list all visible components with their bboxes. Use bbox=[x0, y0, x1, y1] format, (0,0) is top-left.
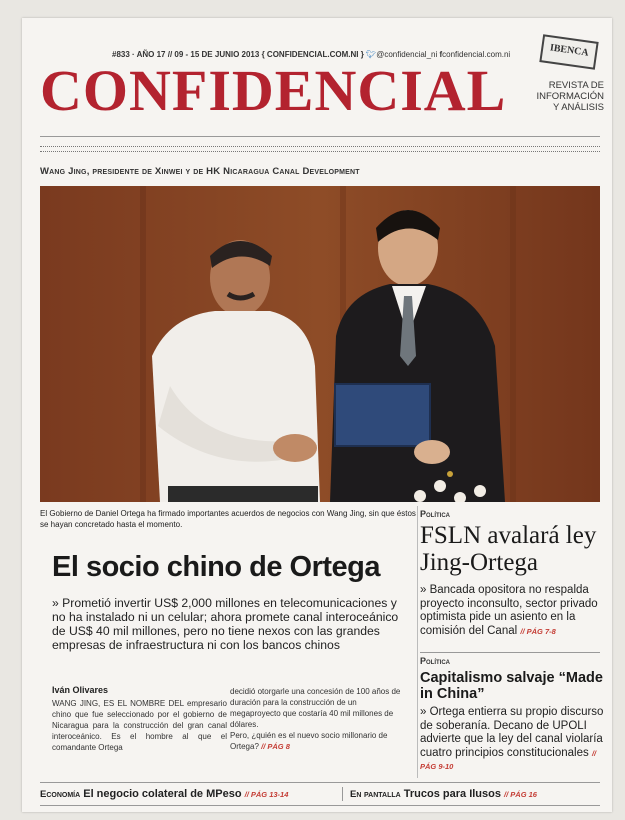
brand-logo: CONFIDENCIAL bbox=[40, 58, 507, 123]
column-2-text: decidió otorgarle una concesión de 100 años de duración para la construcción de un megaproyecto que costaría 40 mil millones de dólares. bbox=[230, 687, 401, 729]
footer-divider bbox=[342, 787, 343, 801]
masthead-rule bbox=[40, 136, 600, 137]
photo-caption: El Gobierno de Daniel Ortega ha firmado importantes acuerdos de negocios con Wang Jing, sin que éstos se hayan concretado hasta el momento. bbox=[40, 509, 416, 529]
facebook-page[interactable]: confidencial.com.ni bbox=[442, 50, 511, 59]
twitter-icon: 🐦︎ bbox=[366, 50, 377, 59]
column-2-question: Pero, ¿quién es el nuevo socio millonario de Ortega? bbox=[230, 731, 388, 751]
tagline: REVISTA DE INFORMACIÓN Y ANÁLISIS bbox=[536, 80, 604, 113]
page-ref-link[interactable]: // PÁG 7-8 bbox=[520, 626, 556, 636]
cover-photo bbox=[40, 186, 600, 502]
dotted-divider bbox=[40, 146, 600, 152]
side-deck-2: » Ortega entierra su propio discurso de soberanía. Decano de UPOLI advierte que la ley del canal violaría cuatro principios constitucionales // PÁG 9-10 bbox=[420, 706, 604, 771]
footer-teaser-economia[interactable]: Economía El negocio colateral de MPeso // PÁG 13-14 bbox=[40, 788, 289, 800]
twitter-handle[interactable]: @confidencial_ni bbox=[376, 50, 438, 59]
side-headline-1[interactable]: FSLN avalará ley Jing-Ortega bbox=[420, 522, 597, 576]
footer-teaser-pantalla[interactable]: En pantalla Trucos para Ilusos // PÁG 16 bbox=[350, 788, 537, 800]
page-ref-link[interactable]: // PÁG 9-10 bbox=[420, 748, 597, 771]
article-column-2 bbox=[230, 686, 405, 752]
section-label-politica: Política bbox=[420, 509, 450, 519]
issue-number: #833 · AÑO 17 // 09 - 15 DE JUNIO 2013 bbox=[112, 50, 260, 59]
page-ref-link[interactable]: // PÁG 8 bbox=[261, 742, 290, 751]
library-stamp: IBENCA bbox=[539, 34, 598, 70]
article-column-1: WANG JING, ES EL NOMBRE DEL empresario chino que fue seleccionado por el gobierno de Nicaragua para la construcción del gran canal interoceánico. Es el hombre al que el comandante Ortega bbox=[52, 699, 227, 752]
column-divider bbox=[417, 506, 418, 778]
main-headline[interactable]: El socio chino de Ortega bbox=[52, 551, 381, 583]
footer-teasers bbox=[40, 782, 600, 806]
side-deck-1: » Bancada opositora no respalda proyecto inconsulto, sector privado optimista pide un asiento en la comisión del Canal // PÁG 7-8 bbox=[420, 584, 598, 637]
magazine-cover bbox=[22, 18, 612, 812]
photo-title: Wang Jing, presidente de Xinwei y de HK Nicaragua Canal Development bbox=[40, 166, 360, 177]
section-label-politica: Política bbox=[420, 656, 450, 666]
side-rule bbox=[420, 652, 600, 653]
facebook-icon: f bbox=[439, 50, 443, 59]
side-headline-2[interactable]: Capitalismo salvaje “Made in China” bbox=[420, 670, 603, 702]
website-link[interactable]: { CONFIDENCIAL.COM.NI } bbox=[261, 50, 364, 59]
main-deck: » Prometió invertir US$ 2,000 millones en telecomunicaciones y no ha instalado ni un celular; ahora promete canal interoceánico de US$ 40 mil millones, pero no tiene nexos con las grandes empresas de infraestructura ni con los bancos chinos bbox=[52, 596, 399, 652]
author-name: Iván Olivares bbox=[52, 685, 109, 695]
